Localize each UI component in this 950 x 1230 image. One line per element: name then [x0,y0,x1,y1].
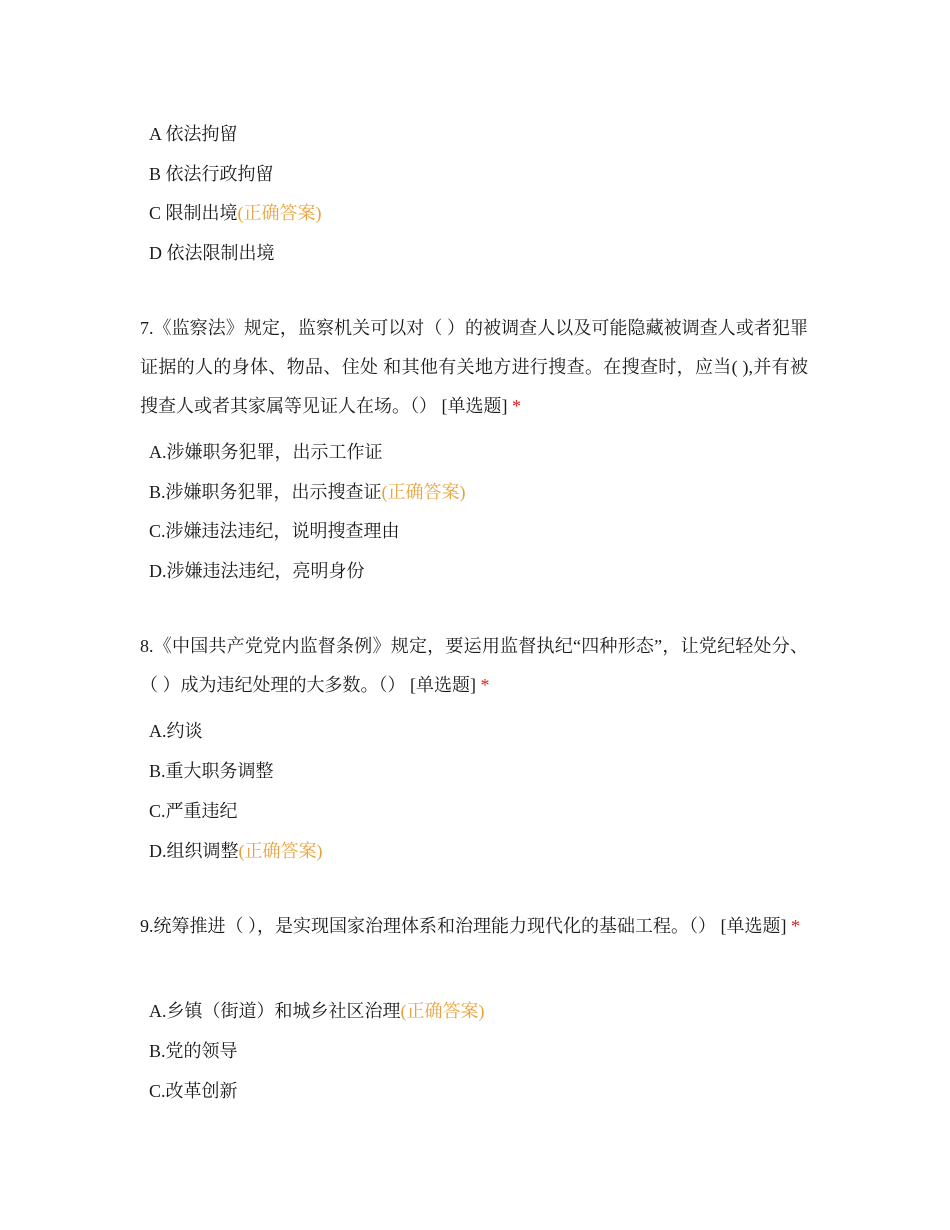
option-a: A.乡镇（街道）和城乡社区治理(正确答案) [149,1001,485,1021]
correct-answer-label: (正确答案) [381,482,466,502]
correct-answer-label: (正确答案) [237,203,322,223]
option-a: A.约谈 [149,721,203,741]
required-mark: * [480,675,490,695]
option-b: B.党的领导 [149,1041,238,1061]
correct-answer-label: (正确答案) [238,841,323,861]
required-mark: * [791,916,800,936]
option-d: D 依法限制出境 [149,243,275,263]
option-b: B 依法行政拘留 [149,164,274,184]
option-c: C.严重违纪 [149,801,238,821]
option-a: A 依法拘留 [149,124,238,144]
option-a: A.涉嫌职务犯罪，出示工作证 [149,442,383,462]
option-d: D.涉嫌违法违纪，亮明身份 [149,561,365,581]
option-b: B.重大职务调整 [149,761,274,781]
option-c: C.改革创新 [149,1081,238,1101]
question-text: 7.《监察法》规定，监察机关可以对（ ）的被调查人以及可能隐藏被调查人或者犯罪证据的人的身体、物品、住处 和其他有关地方进行搜查。在搜查时，应当( ),并有被搜查人或者其家属等见证人在场。（） [单选题] * [140,318,808,416]
question-text: 8.《中国共产党党内监督条例》规定，要运用监督执纪“四种形态”，让党纪轻处分、（ ）成为违纪处理的大多数。（） [单选题] * [140,636,808,695]
option-d: D.组织调整(正确答案) [149,841,323,861]
correct-answer-label: (正确答案) [400,1001,485,1021]
question-text: 9.统筹推进（ ），是实现国家治理体系和治理能力现代化的基础工程。（） [单选题] * [140,916,800,936]
option-c: C.涉嫌违法违纪，说明搜查理由 [149,521,400,541]
option-b: B.涉嫌职务犯罪，出示搜查证(正确答案) [149,482,466,502]
required-mark: * [512,396,521,416]
option-c: C 限制出境(正确答案) [149,203,322,223]
